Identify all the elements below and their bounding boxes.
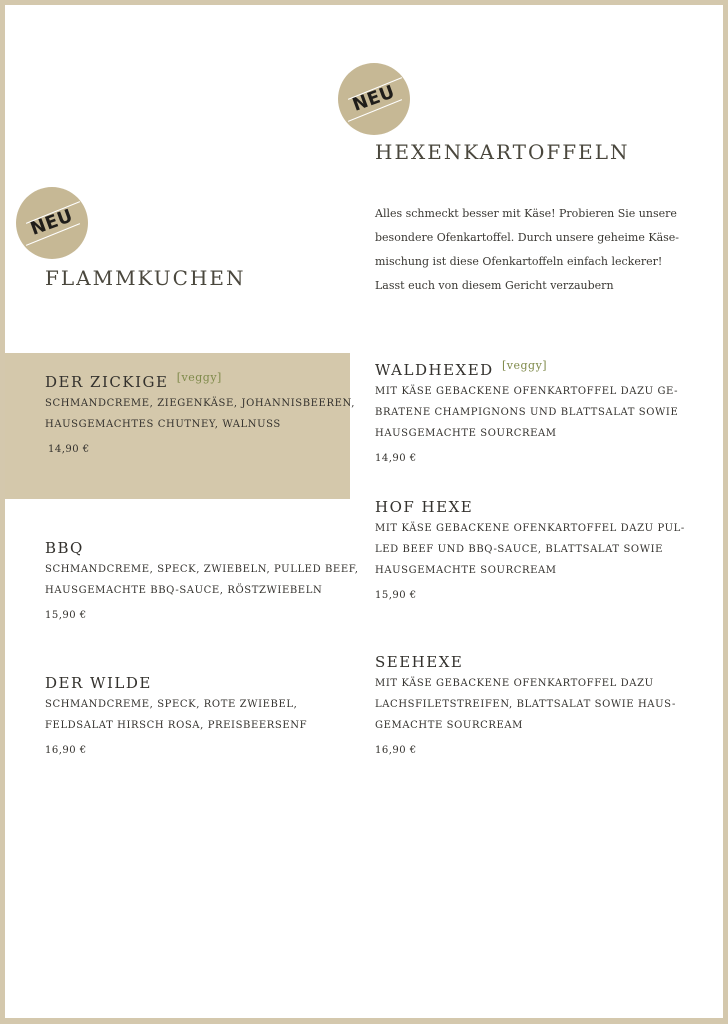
menu-item	[375, 653, 676, 756]
item-price: 15,90 €	[375, 590, 417, 601]
item-name: DER ZICKIGE	[45, 373, 169, 391]
desc-line: HAUSGEMACHTE SOURCREAM	[375, 565, 557, 576]
menu-item	[45, 371, 355, 455]
menu-item	[45, 674, 307, 756]
veggy-tag: [veggy]	[176, 371, 222, 384]
item-price: 16,90 €	[375, 745, 417, 756]
desc-line: SCHMANDCREME, SPECK, ZWIEBELN, PULLED BEEF,	[45, 564, 359, 575]
desc-line: SCHMANDCREME, ZIEGENKÄSE, JOHANNISBEEREN,	[45, 398, 355, 409]
desc-line: MIT KÄSE GEBACKENE OFENKARTOFFEL DAZU	[375, 678, 654, 689]
item-description	[45, 694, 307, 736]
neu-badge-text: NEU	[27, 205, 76, 240]
desc-line: HAUSGEMACHTES CHUTNEY, WALNUSS	[45, 419, 281, 430]
desc-line: LACHSFILETSTREIFEN, BLATTSALAT SOWIE HAUS-	[375, 699, 676, 710]
intro-line: Alles schmeckt besser mit Käse! Probieren Sie unsere	[375, 207, 677, 220]
item-description	[45, 559, 359, 601]
menu-item	[45, 539, 359, 621]
item-description	[375, 381, 678, 444]
desc-line: BRATENE CHAMPIGNONS UND BLATTSALAT SOWIE	[375, 407, 679, 418]
section-title-flammkuchen: FLAMMKUCHEN	[45, 266, 246, 290]
item-price: 14,90 €	[48, 444, 90, 455]
menu-item	[375, 498, 685, 601]
neu-badge-left	[16, 187, 88, 259]
desc-line: MIT KÄSE GEBACKENE OFENKARTOFFEL DAZU GE-	[375, 386, 679, 397]
desc-line: GEMACHTE SOURCREAM	[375, 720, 524, 731]
item-description	[375, 673, 676, 736]
item-name: DER WILDE	[45, 674, 152, 692]
desc-line: MIT KÄSE GEBACKENE OFENKARTOFFEL DAZU PUL-	[375, 523, 685, 534]
item-price: 16,90 €	[45, 745, 87, 756]
desc-line: FELDSALAT HIRSCH ROSA, PREISBEERSENF	[45, 720, 308, 731]
desc-line: HAUSGEMACHTE BBQ-SAUCE, RÖSTZWIEBELN	[45, 585, 323, 596]
section-intro	[375, 202, 679, 298]
menu-item	[375, 359, 678, 464]
desc-line: SCHMANDCREME, SPECK, ROTE ZWIEBEL,	[45, 699, 298, 710]
section-title-hexenkartoffeln: HEXENKARTOFFELN	[375, 140, 630, 164]
intro-line: mischung ist diese Ofenkartoffeln einfach leckerer!	[375, 255, 663, 268]
desc-line: LED BEEF UND BBQ-SAUCE, BLATTSALAT SOWIE	[375, 544, 664, 555]
item-name: WALDHEXED	[375, 361, 494, 379]
neu-badge-text: NEU	[349, 81, 398, 116]
item-description	[375, 518, 685, 581]
item-name: BBQ	[45, 539, 84, 557]
veggy-tag: [veggy]	[501, 359, 548, 372]
item-description	[45, 393, 355, 435]
neu-badge-right	[338, 63, 410, 135]
item-name: SEEHEXE	[375, 653, 464, 671]
item-price: 14,90 €	[375, 453, 417, 464]
intro-line: Lasst euch von diesem Gericht verzaubern	[375, 279, 614, 292]
desc-line: HAUSGEMACHTE SOURCREAM	[375, 428, 557, 439]
intro-line: besondere Ofenkartoffel. Durch unsere geheime Käse-	[375, 231, 680, 244]
item-price: 15,90 €	[45, 610, 87, 621]
item-name: HOF HEXE	[375, 498, 474, 516]
